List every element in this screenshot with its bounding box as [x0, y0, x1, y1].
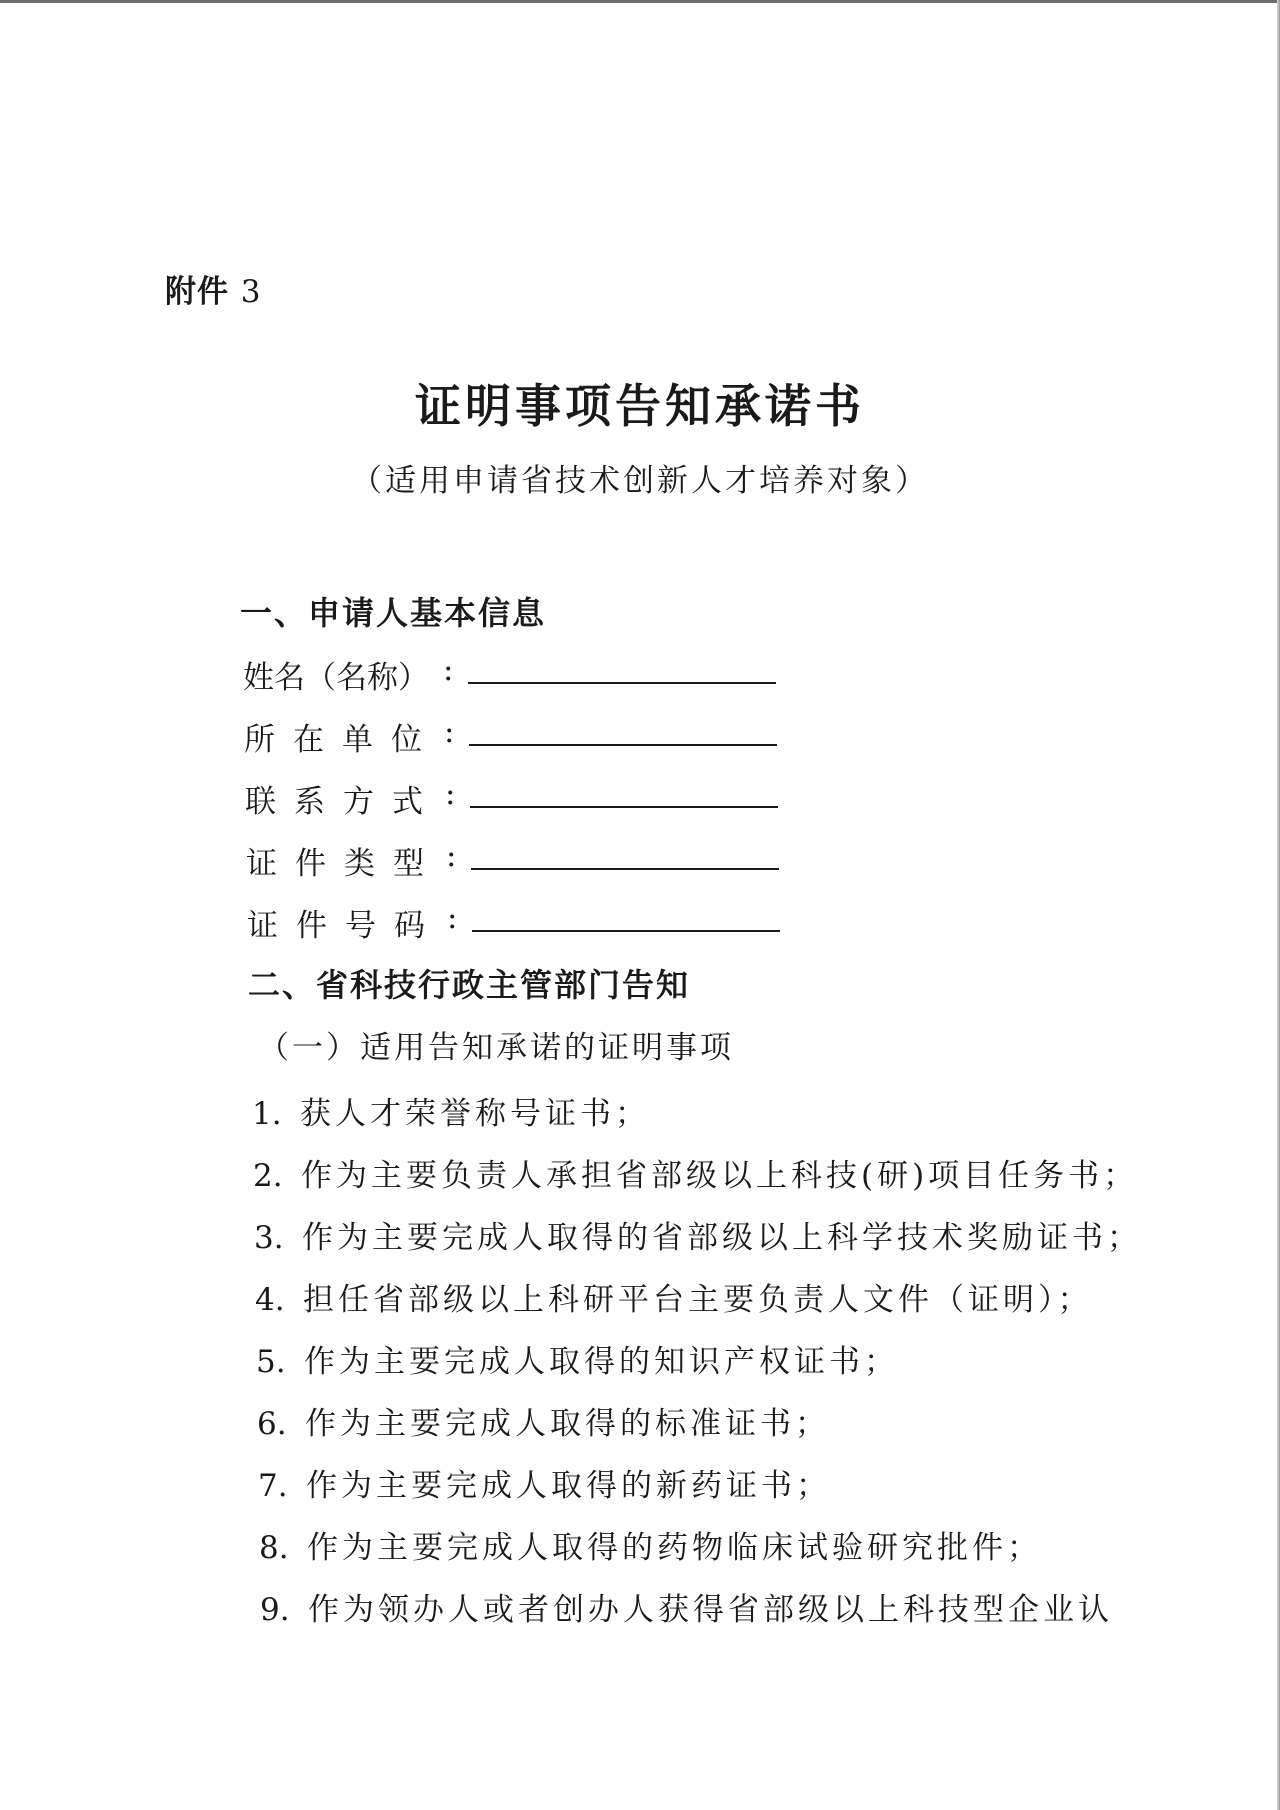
list-item — [256, 1336, 899, 1381]
attachment-number: 3 — [240, 274, 262, 310]
section1-heading: 一、申请人基本信息 — [240, 594, 547, 632]
document-subtitle: （适用申请省技术创新人才培养对象） — [351, 463, 929, 499]
item-text: 作为主要负责人承担省部级以上科技(研)项目任务书； — [301, 1158, 1139, 1194]
item-text: 获人才荣誉称号证书； — [300, 1096, 650, 1132]
field-colon: : — [446, 838, 457, 874]
field-colon: : — [445, 776, 456, 812]
item-text: 作为主要完成人取得的药物临床试验研究批件； — [307, 1530, 1042, 1566]
list-item — [258, 1460, 831, 1505]
document-title: 证明事项告知承诺书 — [415, 379, 865, 433]
attachment-prefix: 附件 — [165, 274, 229, 310]
field-id-type — [246, 838, 786, 882]
organization-blank-line[interactable] — [469, 744, 777, 746]
field-colon: : — [443, 652, 454, 688]
field-colon: : — [444, 714, 455, 750]
field-label: 姓名（名称） — [243, 660, 429, 696]
item-text: 作为主要完成人取得的省部级以上科学技术奖励证书； — [302, 1220, 1142, 1256]
scan-edge-top — [0, 0, 1280, 3]
item-number: 5. — [256, 1344, 286, 1380]
item-number: 7. — [258, 1468, 288, 1504]
item-number: 6. — [257, 1406, 287, 1442]
list-item — [253, 1150, 1138, 1195]
item-text: 担任省部级以上科研平台主要负责人文件（证明）； — [303, 1282, 1093, 1318]
item-number: 1. — [252, 1096, 282, 1132]
list-item — [259, 1522, 1042, 1567]
field-organization — [244, 714, 784, 758]
section2-heading: 二、省科技行政主管部门告知 — [248, 966, 691, 1004]
field-label: 所在单位 — [244, 722, 440, 758]
field-label: 证件类型 — [246, 846, 442, 882]
id-number-blank-line[interactable] — [472, 930, 780, 932]
list-item — [255, 1274, 1093, 1319]
item-number: 8. — [259, 1530, 289, 1566]
attachment-label — [165, 266, 262, 311]
field-colon: : — [447, 900, 458, 936]
item-text: 作为主要完成人取得的知识产权证书； — [304, 1344, 899, 1380]
field-name — [243, 652, 783, 696]
section2-subheading: （一）适用告知承诺的证明事项 — [258, 1030, 734, 1066]
list-item — [260, 1584, 1113, 1629]
item-number: 3. — [254, 1220, 284, 1256]
name-blank-line[interactable] — [468, 682, 776, 684]
field-label: 证件号码 — [247, 908, 443, 944]
item-text: 作为主要完成人取得的新药证书； — [306, 1468, 831, 1504]
list-item — [252, 1088, 650, 1133]
contact-blank-line[interactable] — [470, 806, 778, 808]
id-type-blank-line[interactable] — [471, 868, 779, 870]
item-number: 2. — [253, 1158, 283, 1194]
item-text: 作为主要完成人取得的标准证书； — [305, 1406, 830, 1442]
list-item — [254, 1212, 1142, 1257]
item-number: 4. — [255, 1282, 285, 1318]
item-text: 作为领办人或者创办人获得省部级以上科技型企业认 — [308, 1592, 1113, 1628]
list-item — [257, 1398, 830, 1443]
field-id-number — [247, 900, 787, 944]
item-number: 9. — [260, 1592, 290, 1628]
field-label: 联系方式 — [245, 784, 441, 820]
field-contact — [245, 776, 785, 820]
